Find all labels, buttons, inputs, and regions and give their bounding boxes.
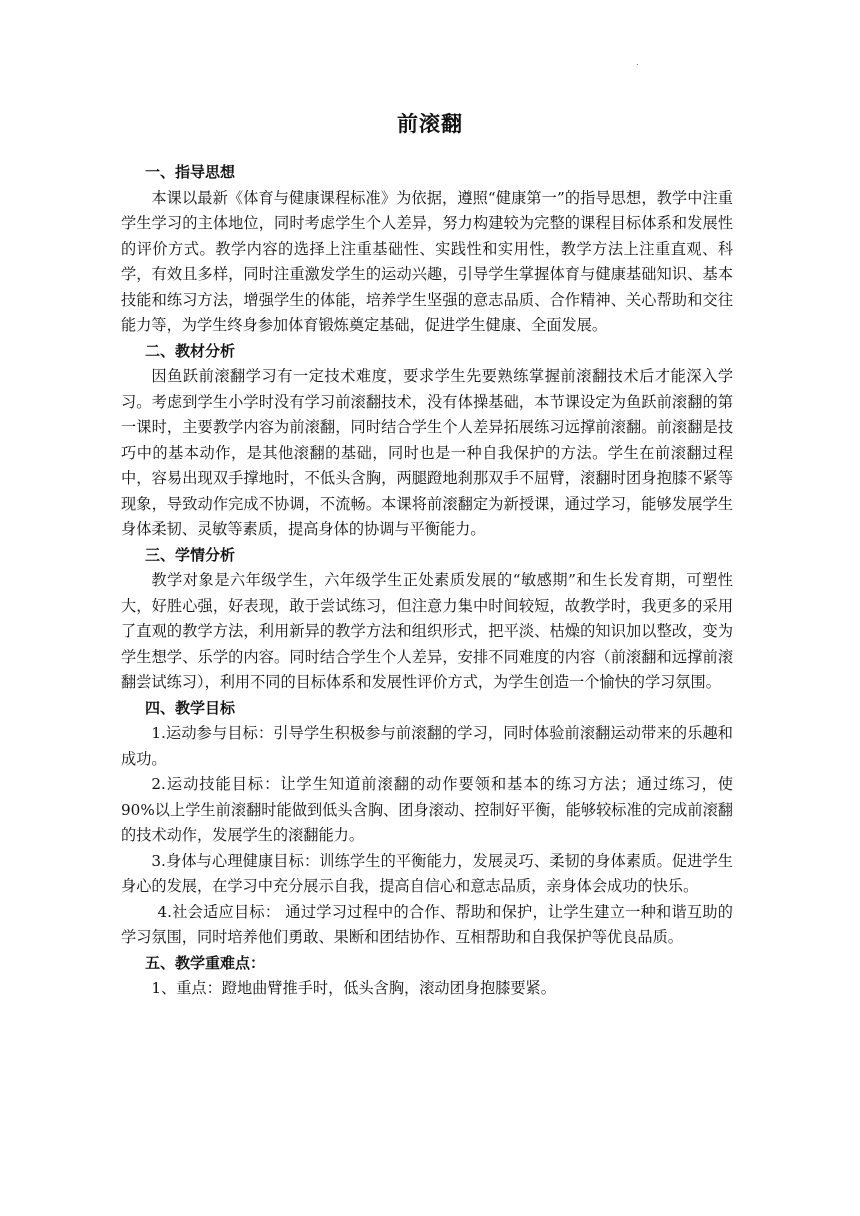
section-heading: 四、教学目标 bbox=[145, 698, 236, 717]
section-paragraph: 教学对象是六年级学生，六年级学生正处素质发展的“敏感期”和生长发育期，可塑性大，好胜心强，好表现，敢于尝试练习，但注意力集中时间较短，故教学时，我更多的采用了直观的教学方法，利用新异的教学方法和组织形式，把平淡、枯燥的知识加以整改，变为学生想学、乐学的内容。同时结合学生个人差异，安排不同难度的内容（前滚翻和远撑前滚翻尝试练习），利用不同的目标体系和发展性评价方式，为学生创造一个愉快的学习氛围。 bbox=[121, 571, 733, 691]
section-guiding-ideology bbox=[121, 160, 733, 339]
goal-item: 3.身体与心理健康目标：训练学生的平衡能力，发展灵巧、柔韧的身体素质。促进学生身心的发展，在学习中充分展示自我，提高自信心和意志品质，亲身体会成功的快乐。 bbox=[121, 851, 733, 895]
section-heading: 二、教材分析 bbox=[145, 341, 236, 360]
section-paragraph: 因鱼跃前滚翻学习有一定技术难度，要求学生先要熟练掌握前滚翻技术后才能深入学习。考虑到学生小学时没有学习前滚翻技术，没有体操基础，本节课设定为鱼跃前滚翻的第一课时，主要教学内容为前滚翻，同时结合学生个人差异拓展练习远撑前滚翻。前滚翻是技巧中的基本动作，是其他滚翻的基础，同时也是一种自我保护的方法。学生在前滚翻过程中，容易出现双手撑地时，不低头含胸，两腿蹬地刹那双手不屈臂，滚翻时团身抱膝不紧等现象，导致动作完成不协调，不流畅。本课将前滚翻定为新授课，通过学习，能够发展学生身体柔韧、灵敏等素质，提高身体的协调与平衡能力。 bbox=[121, 367, 733, 538]
section-material-analysis bbox=[121, 339, 733, 543]
section-student-analysis bbox=[121, 543, 733, 696]
goal-item: 2.运动技能目标：让学生知道前滚翻的动作要领和基本的练习方法；通过练习，使 90%以上学生前滚翻时能做到低头含胸、团身滚动、控制好平衡，能够较标准的完成前滚翻的技术动作，发展学生的滚翻能力。 bbox=[121, 775, 733, 844]
section-heading: 三、学情分析 bbox=[145, 545, 236, 564]
goal-item: 1.运动参与目标：引导学生积极参与前滚翻的学习，同时体验前滚翻运动带来的乐趣和成功。 bbox=[121, 724, 733, 768]
section-teaching-goals bbox=[121, 696, 733, 951]
document-body bbox=[121, 160, 733, 1002]
key-point-item: 1、重点：蹬地曲臂推手时，低头含胸，滚动团身抱膝要紧。 bbox=[151, 979, 556, 997]
goal-item: 4.社会适应目标： 通过学习过程中的合作、帮助和保护，让学生建立一种和谐互助的学习氛围，同时培养他们勇敢、果断和团结协作、互相帮助和自我保护等优良品质。 bbox=[121, 902, 733, 946]
section-heading: 一、指导思想 bbox=[145, 163, 236, 181]
section-key-points bbox=[121, 951, 733, 1002]
section-heading: 五、教学重难点： bbox=[145, 953, 266, 972]
section-paragraph: 本课以最新《体育与健康课程标准》为依据，遵照“健康第一”的指导思想，教学中注重学生学习的主体地位，同时考虑学生个人差异，努力构建较为完整的课程目标体系和发展性的评价方式。教学内容的选择上注重基础性、实践性和实用性，教学方法上注重直观、科学，有效且多样，同时注重激发学生的运动兴趣，引导学生掌握体育与健康基础知识、基本技能和练习方法，增强学生的体能，培养学生坚强的意志品质、合作精神、关心帮助和交往能力等，为学生终身参加体育锻炼奠定基础，促进学生健康、全面发展。 bbox=[121, 188, 733, 334]
header-mark: . bbox=[636, 58, 639, 67]
document-title: 前滚翻 bbox=[397, 112, 463, 136]
